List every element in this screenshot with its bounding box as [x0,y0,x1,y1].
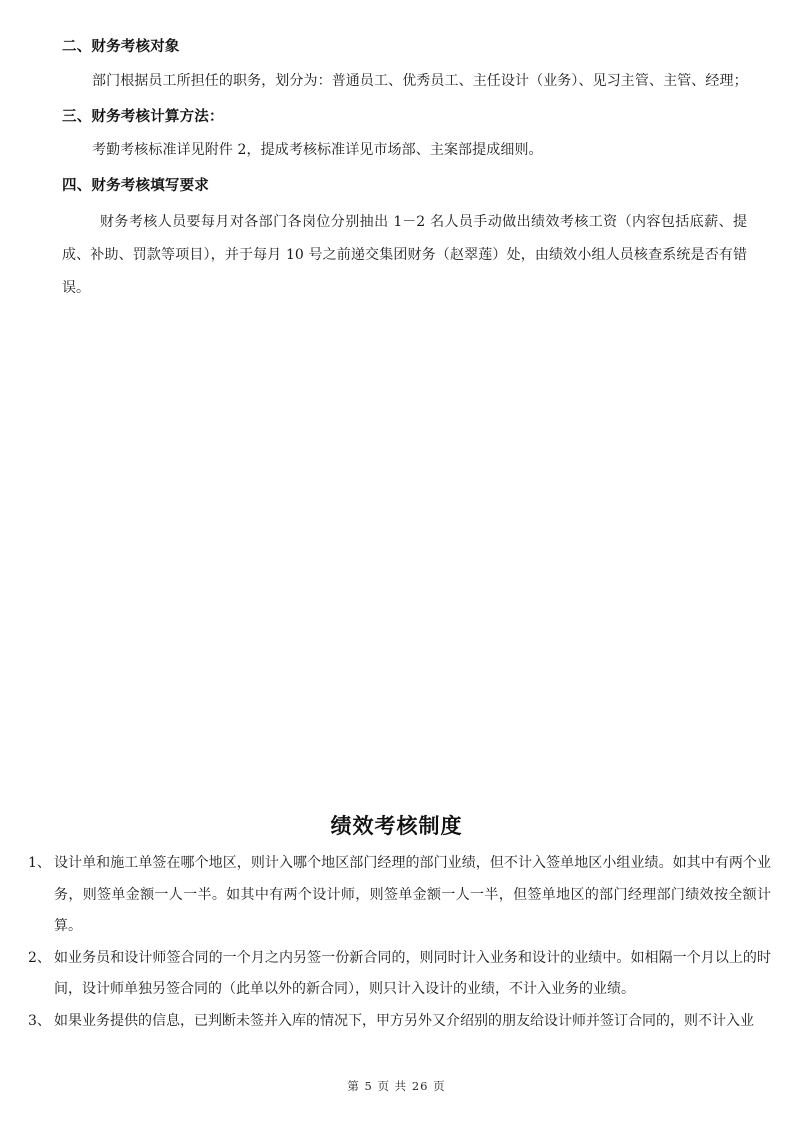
spacer [62,124,765,143]
numbered-list [0,848,793,1037]
section-heading-2: 二、财务考核对象 [62,39,180,55]
section-paragraph-3: 考勤考核标准详见附件 2，提成考核标准详见市场部、主案部提成细则。 [92,142,543,158]
section-paragraph-4-text: 财务考核人员要每月对各部门各岗位分别抽出 1－2 名人员手动做出绩效考核工资（内容包括底薪、提成、补助、罚款等项目），并于每月 10 号之前递交集团财务（赵翠莲）处，由绩效小组人员核查系统是否有错误。 [62,213,747,296]
list-item-marker: 2、 [28,949,51,966]
upper-content-block [0,40,793,305]
list-item-text: 如业务员和设计师签合同的一个月之内另签一份新合同的，则同时计入业务和设计的业绩中。如相隔一个月以上的时间，设计师单独另签合同的（此单以外的新合同），则只计入设计的业绩，不计入业务的业绩。 [54,949,771,997]
list-item-marker: 3、 [28,1012,51,1029]
spacer [62,194,765,206]
spacer [62,55,765,74]
page-footer: 第 5 页 共 26 页 [347,1079,446,1093]
list-item-text: 如果业务提供的信息，已判断未签并入库的情况下，甲方另外又介绍别的朋友给设计师并签订合同的，则不计入业 [54,1012,754,1029]
list-item [28,943,771,1006]
list-item-text: 设计单和施工单签在哪个地区，则计入哪个地区部门经理的部门业绩，但不计入签单地区小组业绩。如其中有两个业务，则签单金额一人一半。如其中有两个设计师，则签单金额一人一半，但签单地区的部门经理部门绩效按全额计算。 [54,855,771,934]
list-item-marker: 1、 [28,855,51,871]
section-paragraph-4 [62,206,765,305]
page-title: 绩效考核制度 [330,814,463,838]
section-heading-3: 三、财务考核计算方法： [62,108,224,125]
spacer [62,88,765,110]
section-paragraph-2: 部门根据员工所担任的职务，划分为：普通员工、优秀员工、主任设计（业务）、见习主管、主管、经理； [92,72,748,89]
list-item [28,848,771,943]
section-heading-4: 四、财务考核填写要求 [62,178,209,194]
spacer [62,157,765,179]
list-item [28,1006,771,1038]
